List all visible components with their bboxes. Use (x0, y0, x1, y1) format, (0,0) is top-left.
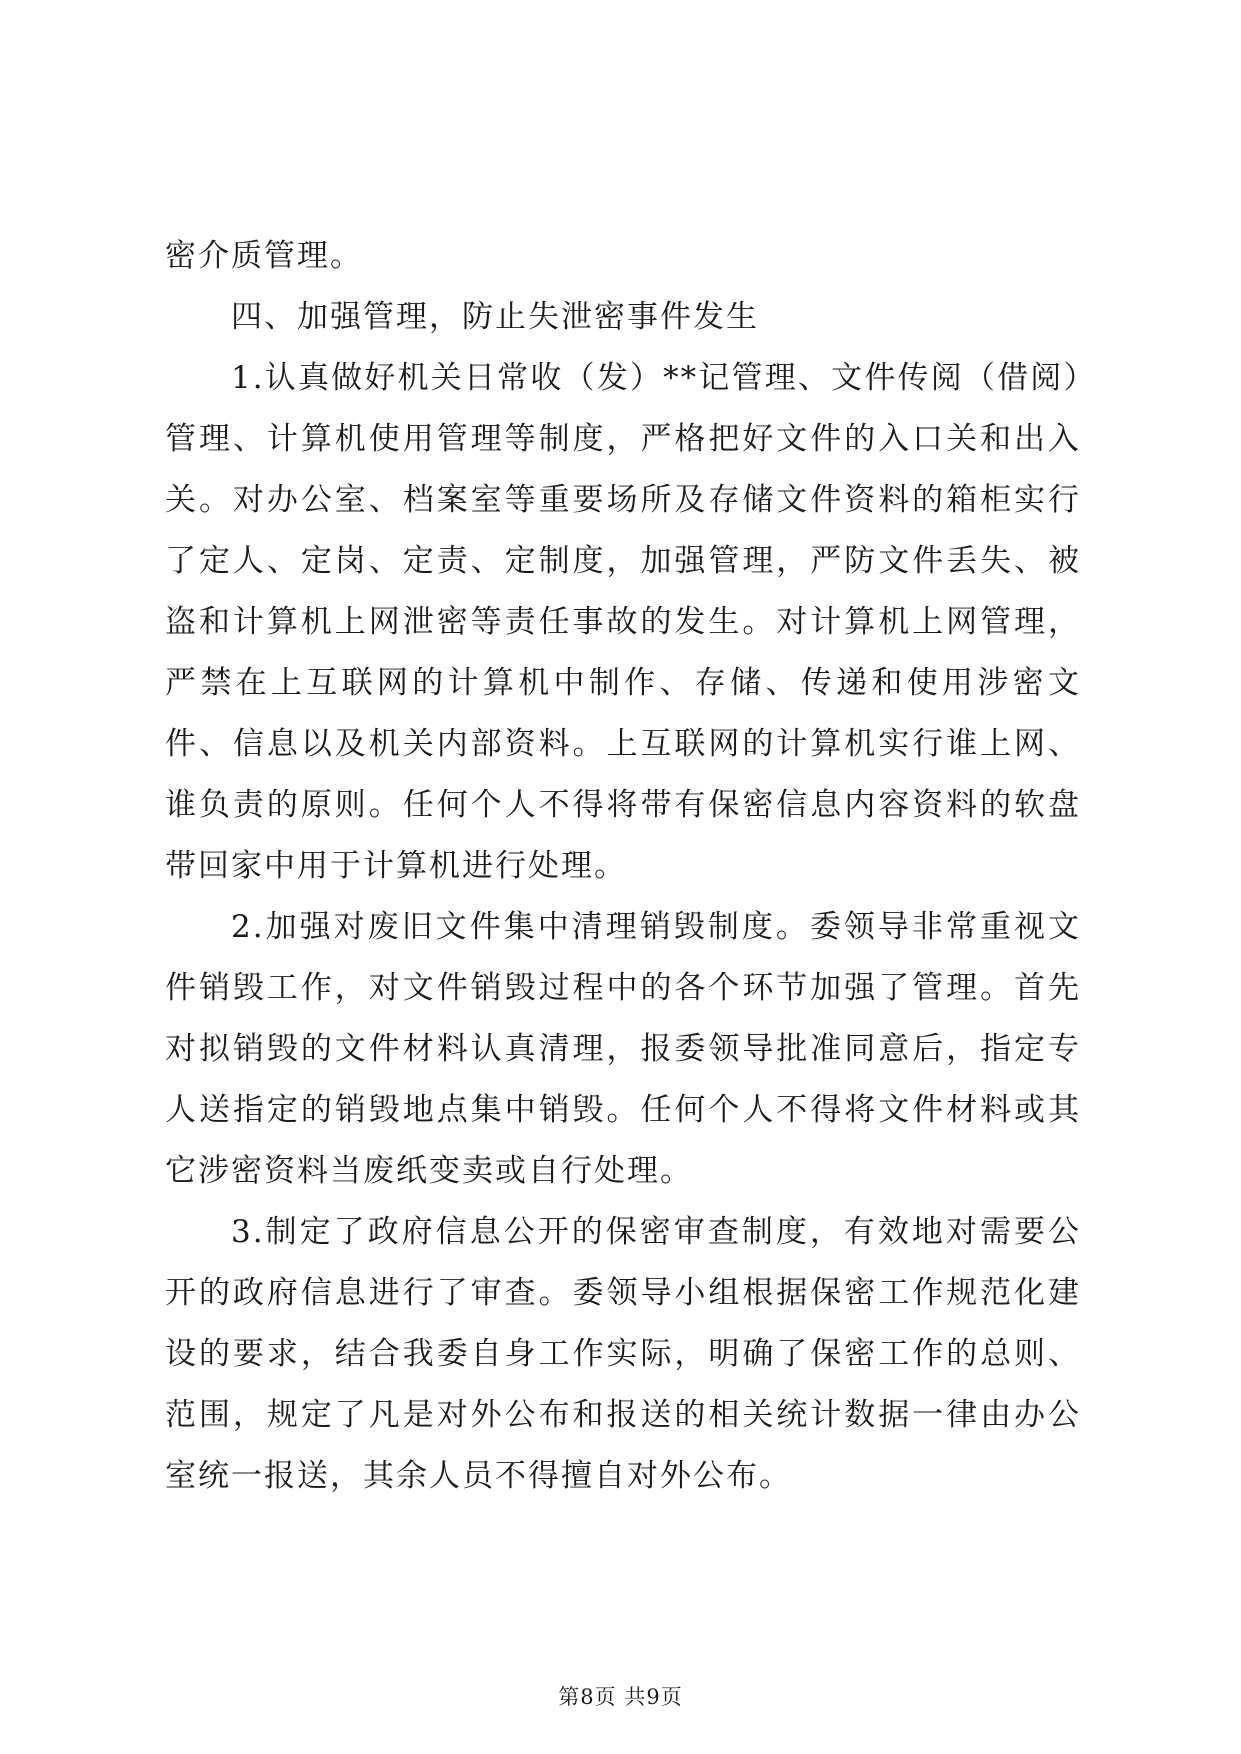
paragraph-item-3: 3.制定了政府信息公开的保密审查制度，有效地对需要公开的政府信息进行了审查。委领导小组根据保密工作规范化建设的要求，结合我委自身工作实际，明确了保密工作的总则、范围，规定了凡是对外公布和报送的相关统计数据一律由办公室统一报送，其余人员不得擅自对外公布。 (165, 1214, 1081, 1494)
document-body (165, 226, 1081, 1507)
paragraph-item-2: 2.加强对废旧文件集中清理销毁制度。委领导非常重视文件销毁工作，对文件销毁过程中的各个环节加强了管理。首先对拟销毁的文件材料认真清理，报委领导批准同意后，指定专人送指定的销毁地点集中销毁。任何个人不得将文件材料或其它涉密资料当废纸变卖或自行处理。 (165, 909, 1081, 1189)
paragraph-item-1: 1.认真做好机关日常收（发）**记管理、文件传阅（借阅）管理、计算机使用管理等制度，严格把好文件的入口关和出入关。对办公室、档案室等重要场所及存储文件资料的箱柜实行了定人、定岗、定责、定制度，加强管理，严防文件丢失、被盗和计算机上网泄密等责任事故的发生。对计算机上网管理，严禁在上互联网的计算机中制作、存储、传递和使用涉密文件、信息以及机关内部资料。上互联网的计算机实行谁上网、谁负责的原则。任何个人不得将带有保密信息内容资料的软盘带回家中用于计算机进行处理。 (165, 360, 1081, 884)
paragraph-continuation: 密介质管理。 (165, 238, 363, 274)
section-heading: 四、加强管理，防止失泄密事件发生 (231, 299, 759, 335)
page-footer: 第8页 共9页 (558, 1685, 683, 1709)
